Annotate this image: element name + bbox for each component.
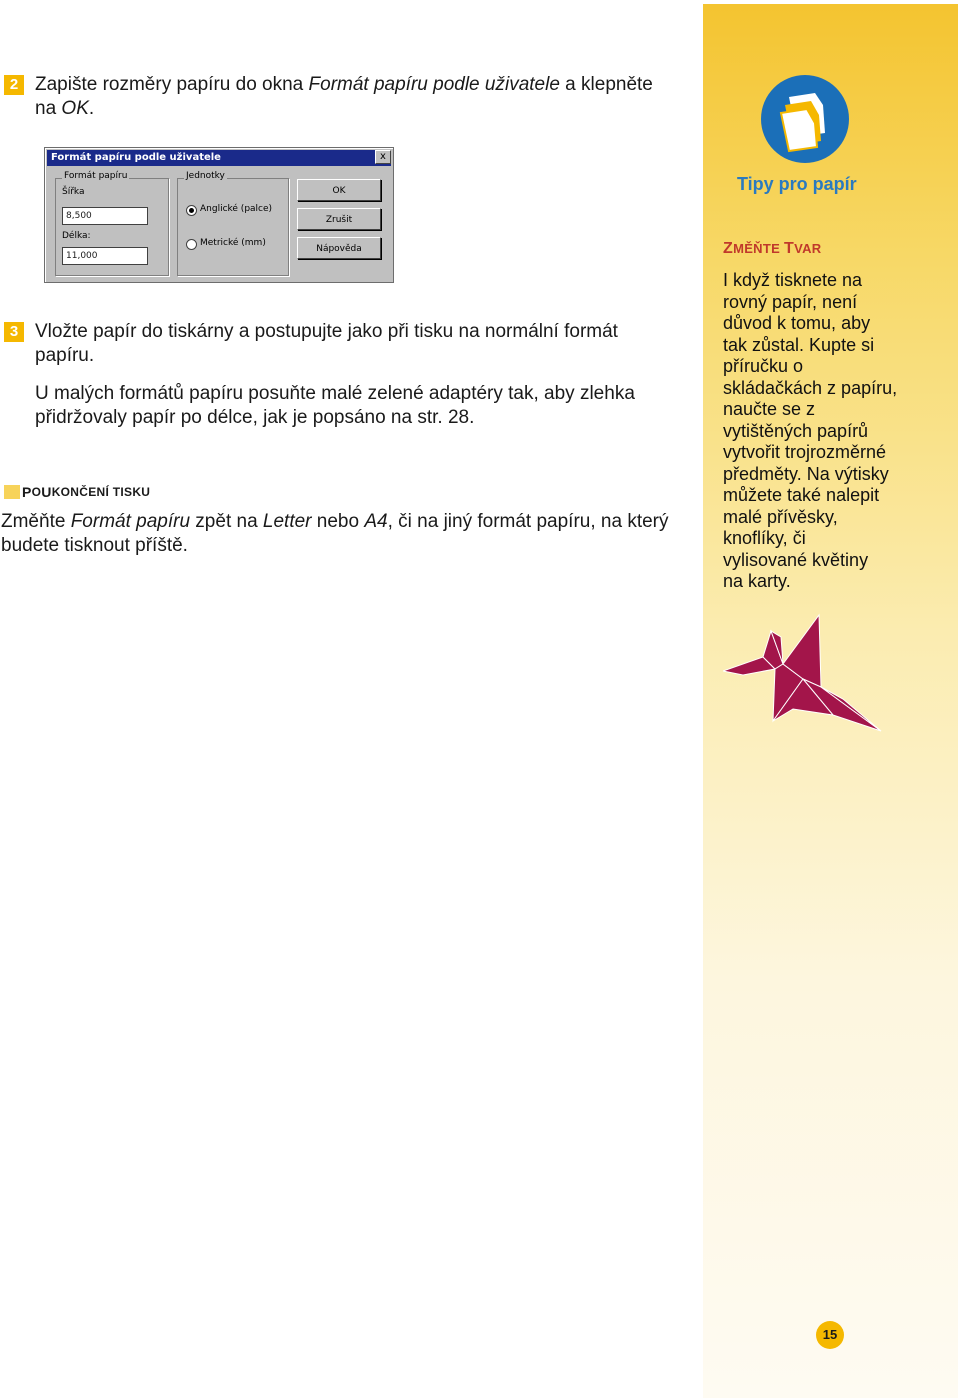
width-label: Šířka: [62, 187, 85, 197]
mm-label: Metrické (mm): [200, 238, 266, 248]
after-print-text: [1, 510, 671, 558]
heading-cap: P: [22, 484, 32, 500]
sidebar-line: vylisované květiny: [723, 549, 869, 570]
sidebar-text: [723, 270, 943, 593]
custom-paper-size-dialog: [44, 147, 394, 283]
length-input[interactable]: 11,000: [62, 247, 148, 265]
step-text: a klepněte na: [35, 74, 653, 119]
close-icon[interactable]: x: [375, 150, 391, 164]
inches-label: Anglické (palce): [200, 204, 273, 214]
sidebar-line: můžete také nalepit: [723, 485, 880, 505]
step-2-text: [35, 73, 675, 121]
body-text: nebo: [311, 511, 365, 532]
step-2: [4, 73, 675, 121]
heading-cap: Z: [723, 240, 734, 257]
sidebar-line: předměty. Na výtisky: [723, 463, 889, 484]
sidebar-line: I když tisknete na: [723, 270, 863, 290]
heading-text: VAR: [794, 241, 822, 256]
after-print-heading: [4, 484, 150, 500]
heading-text: KONČENÍ TISKU: [51, 485, 151, 499]
sidebar-line: vytvořit trojrozměrné: [723, 442, 887, 462]
origami-crane-icon: [723, 609, 883, 734]
step-number: 2: [4, 75, 24, 95]
ok-button[interactable]: OK: [297, 179, 381, 201]
length-label: Délka:: [62, 231, 91, 241]
heading-cap: U: [41, 484, 52, 500]
change-shape-heading: [723, 240, 821, 258]
inches-radio[interactable]: [186, 205, 197, 216]
page-number: 15: [816, 1321, 844, 1349]
sidebar-line: rovný papír, není: [723, 291, 858, 312]
step-3: [4, 320, 675, 368]
paper-size-group: [55, 171, 169, 276]
small-paper-note: U malých formátů papíru posuňte malé zelené adaptéry tak, aby zlehka přidržovaly papír po délce, jak je popsáno na str. 28.: [35, 383, 635, 428]
step-3-text: Vložte papír do tiskárny a postupujte jako při tisku na normální formát papíru.: [35, 321, 618, 366]
mm-radio[interactable]: [186, 239, 197, 250]
cancel-button[interactable]: Zrušit: [297, 208, 381, 230]
help-button[interactable]: Nápověda: [297, 237, 381, 259]
paper-tips-logo-icon: [761, 75, 849, 163]
format-name: A4: [364, 511, 388, 532]
step-text: Zapište rozměry papíru do okna: [35, 74, 309, 95]
dialog-title: Formát papíru podle uživatele: [47, 150, 391, 166]
group-label: Formát papíru: [64, 171, 128, 181]
sidebar-title: Tipy pro papír: [737, 174, 857, 194]
sidebar-line: důvod k tomu, aby: [723, 313, 871, 333]
sidebar-line: příručku o: [723, 356, 804, 376]
heading-marker: [4, 485, 20, 499]
width-input[interactable]: 8,500: [62, 207, 148, 225]
tips-sidebar: [703, 4, 958, 1398]
format-name: Letter: [262, 511, 312, 532]
body-text: zpět na: [190, 511, 263, 532]
sidebar-line: naučte se z: [723, 399, 816, 419]
group-label: Jednotky: [186, 171, 225, 181]
setting-name: Formát papíru: [70, 511, 191, 532]
heading-text: O: [31, 485, 42, 499]
ok-ref: OK: [61, 98, 89, 119]
body-text: , či na jiný formát papíru, na který budete tisknout příště.: [1, 511, 669, 556]
body-text: Změňte: [1, 511, 71, 532]
sidebar-line: vytištěných papírů: [723, 420, 869, 441]
sidebar-line: skládačkách z papíru,: [723, 377, 898, 398]
sidebar-line: knoflíky, či: [723, 528, 806, 548]
sidebar-line: na karty.: [723, 571, 791, 591]
step-text: .: [88, 98, 95, 119]
step-number: 3: [4, 322, 24, 342]
sidebar-line: tak zůstal. Kupte si: [723, 334, 875, 355]
units-group: [177, 171, 289, 276]
sidebar-line: malé přívěsky,: [723, 506, 838, 527]
heading-cap: T: [784, 240, 795, 257]
heading-text: MĚŇTE: [733, 241, 784, 256]
dialog-name: Formát papíru podle uživatele: [308, 74, 560, 95]
